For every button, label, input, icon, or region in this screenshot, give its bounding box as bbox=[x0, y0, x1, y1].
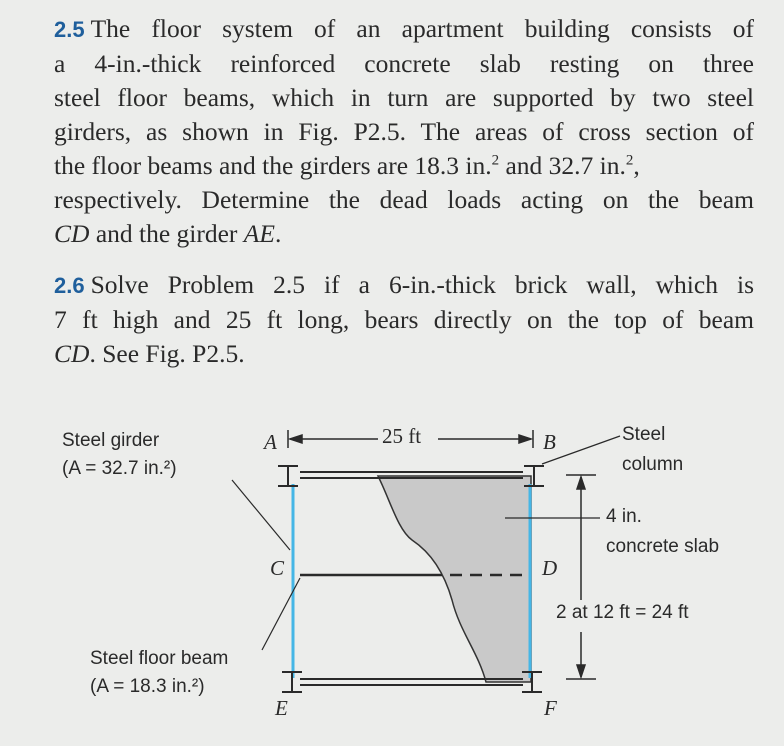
steel-floor-beam-label: Steel floor beam bbox=[90, 648, 229, 669]
slab-label-1: 4 in. bbox=[606, 506, 642, 527]
point-e-label: E bbox=[275, 696, 288, 720]
steel-girder-area: (A = 32.7 in.²) bbox=[62, 458, 177, 479]
problem-2-5 bbox=[54, 12, 754, 251]
problem-2-5-line-4: girders, as shown in Fig. P2.5. The areas of cross section of bbox=[54, 117, 754, 146]
problem-2-5-line-2: a 4-in.-thick reinforced concrete slab resting on three bbox=[54, 49, 754, 78]
column-e-section bbox=[282, 672, 302, 692]
point-b-label: B bbox=[543, 430, 556, 454]
spacing-label: 2 at 12 ft = 24 ft bbox=[556, 602, 689, 623]
steel-column-label-2: column bbox=[622, 454, 684, 475]
problem-2-5-line-7: CD and the girder AE. bbox=[54, 219, 282, 248]
problem-2-5-line-3: steel floor beams, which in turn are supported by two steel bbox=[54, 83, 754, 112]
figure-p2-5 bbox=[0, 400, 784, 746]
point-f-label: F bbox=[544, 696, 557, 720]
slab-label-2: concrete slab bbox=[606, 536, 720, 557]
problem-2-6-number: 2.6 bbox=[54, 273, 85, 298]
point-d-label: D bbox=[542, 556, 558, 580]
spacing-dimension-line bbox=[566, 475, 596, 679]
problem-2-5-line-5: the floor beams and the girders are 18.3 in.$^2$ and 32.7 in.$^2$, bbox=[54, 151, 640, 180]
problem-2-6 bbox=[54, 268, 754, 371]
concrete-slab-region bbox=[378, 476, 531, 682]
problem-2-6-line-3: CD. See Fig. P2.5. bbox=[54, 339, 245, 368]
steel-column-label-1: Steel bbox=[622, 424, 666, 445]
problem-2-6-line-2: 7 ft high and 25 ft long, bears directly on the top of beam bbox=[54, 305, 754, 334]
point-a-label: A bbox=[264, 430, 277, 454]
problem-2-5-number: 2.5 bbox=[54, 17, 85, 42]
girder-leader-line bbox=[232, 480, 290, 550]
steel-floor-beam-area: (A = 18.3 in.²) bbox=[90, 676, 205, 697]
problem-2-5-line-6: respectively. Determine the dead loads acting on the beam bbox=[54, 185, 754, 214]
problem-2-5-line-1: 2.5 The floor system of an apartment building consists of bbox=[54, 14, 754, 43]
problem-2-6-line-1: 2.6 Solve Problem 2.5 if a 6-in.-thick brick wall, which is bbox=[54, 270, 754, 299]
column-a-section bbox=[278, 466, 298, 486]
point-c-label: C bbox=[270, 556, 285, 580]
steel-girder-label: Steel girder bbox=[62, 430, 160, 451]
span-label: 25 ft bbox=[382, 424, 422, 448]
